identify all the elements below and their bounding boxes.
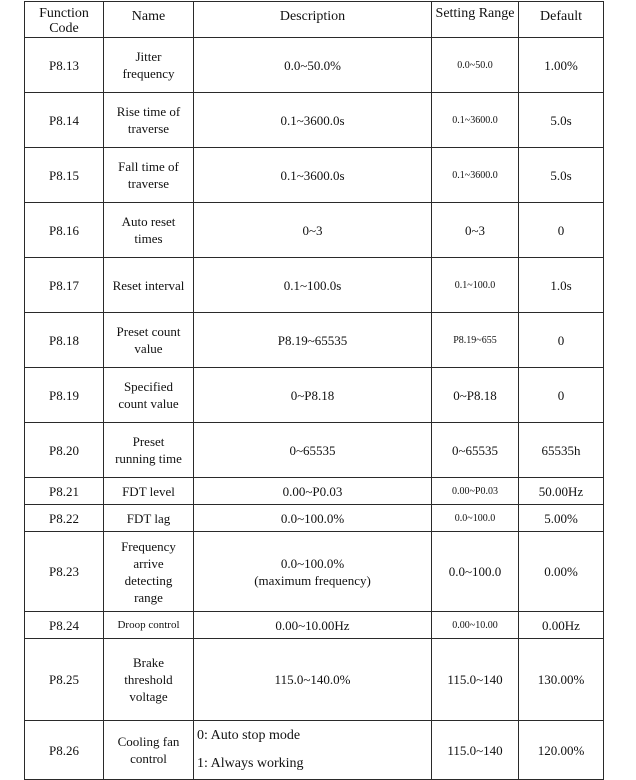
setting-range-cell: 0.1~3600.0 xyxy=(432,148,519,203)
header-row xyxy=(25,2,604,38)
name-line: Droop control xyxy=(117,618,180,631)
description-line: 0.0~100.0% xyxy=(280,510,345,526)
default-cell: 0.00Hz xyxy=(519,612,604,639)
function-code-cell: P8.18 xyxy=(25,313,104,368)
description-cell xyxy=(194,423,432,478)
default-cell: 5.00% xyxy=(519,505,604,532)
description-line: P8.19~65535 xyxy=(277,332,348,348)
default-cell: 120.00% xyxy=(519,721,604,780)
parameter-table xyxy=(24,1,604,780)
setting-range-cell: 0~65535 xyxy=(432,423,519,478)
description-line: 0.0~100.0% xyxy=(280,555,345,571)
table-row xyxy=(25,93,604,148)
setting-range-cell: 115.0~140 xyxy=(432,721,519,780)
setting-range-cell: 0~P8.18 xyxy=(432,368,519,423)
name-cell xyxy=(104,368,194,423)
table-row xyxy=(25,313,604,368)
description-cell xyxy=(194,478,432,505)
name-line: Brake xyxy=(132,655,165,670)
header-default: Default xyxy=(519,2,604,38)
name-line: traverse xyxy=(127,121,170,136)
name-cell xyxy=(104,38,194,93)
header-name: Name xyxy=(104,2,194,38)
function-code-cell: P8.17 xyxy=(25,258,104,313)
name-cell xyxy=(104,478,194,505)
description-cell xyxy=(194,313,432,368)
name-line: count value xyxy=(118,396,179,411)
name-line: FDT level xyxy=(122,483,175,499)
default-cell: 5.0s xyxy=(519,148,604,203)
description-cell xyxy=(194,93,432,148)
function-code-cell: P8.25 xyxy=(25,639,104,721)
default-cell: 1.00% xyxy=(519,38,604,93)
name-line: Fall time of xyxy=(118,159,179,174)
default-cell: 50.00Hz xyxy=(519,478,604,505)
description-line: 0.00~P0.03 xyxy=(282,483,343,499)
setting-range-cell: 0.1~3600.0 xyxy=(432,93,519,148)
name-line: detecting xyxy=(124,572,173,588)
setting-range-cell: 0.0~50.0 xyxy=(432,38,519,93)
default-cell: 0 xyxy=(519,313,604,368)
table-row xyxy=(25,612,604,639)
header-setting-range: Setting Range xyxy=(432,2,519,38)
name-line: running time xyxy=(115,451,182,466)
description-line: 0.00~10.00Hz xyxy=(275,617,350,633)
description-line: (maximum frequency) xyxy=(254,572,371,588)
description-line: 115.0~140.0% xyxy=(274,672,351,687)
function-code-cell: P8.22 xyxy=(25,505,104,532)
name-cell xyxy=(104,532,194,612)
name-line: frequency xyxy=(122,66,175,81)
function-code-cell: P8.23 xyxy=(25,532,104,612)
setting-range-cell: 0.0~100.0 xyxy=(432,505,519,532)
name-cell xyxy=(104,612,194,639)
description-line: 1: Always working xyxy=(197,756,304,771)
description-line: 0.0~50.0% xyxy=(284,57,341,73)
name-line: threshold xyxy=(124,672,173,687)
description-line: 0~P8.18 xyxy=(290,387,335,403)
name-line: Specified xyxy=(123,379,174,394)
header-function-code: Function Code xyxy=(25,2,104,38)
function-code-cell: P8.26 xyxy=(25,721,104,780)
name-line: traverse xyxy=(127,176,170,191)
table-row xyxy=(25,721,604,780)
table-row xyxy=(25,639,604,721)
description-line: 0: Auto stop mode xyxy=(197,728,301,743)
table-row xyxy=(25,368,604,423)
function-code-cell: P8.13 xyxy=(25,38,104,93)
description-cell xyxy=(194,38,432,93)
table-row xyxy=(25,478,604,505)
table-row xyxy=(25,423,604,478)
name-line: Frequency xyxy=(121,538,176,554)
description-line: 0.1~100.0s xyxy=(283,277,342,293)
name-cell xyxy=(104,505,194,532)
setting-range-cell: P8.19~655 xyxy=(432,313,519,368)
function-code-cell: P8.15 xyxy=(25,148,104,203)
name-line: arrive xyxy=(133,555,164,571)
setting-range-cell: 0.00~10.00 xyxy=(432,612,519,639)
description-cell xyxy=(194,203,432,258)
default-cell: 65535h xyxy=(519,423,604,478)
description-cell xyxy=(194,258,432,313)
default-cell: 0 xyxy=(519,203,604,258)
name-cell xyxy=(104,639,194,721)
description-line: 0~3 xyxy=(302,222,323,238)
name-line: Rise time of xyxy=(116,104,181,119)
description-cell xyxy=(194,639,432,721)
default-cell: 1.0s xyxy=(519,258,604,313)
table-row xyxy=(25,532,604,612)
name-line: Auto reset xyxy=(121,214,176,229)
description-line: 0.1~3600.0s xyxy=(280,167,345,183)
name-line: control xyxy=(130,751,167,766)
name-line: times xyxy=(134,231,163,246)
name-cell xyxy=(104,148,194,203)
description-cell xyxy=(194,368,432,423)
name-line: range xyxy=(134,589,163,605)
name-cell xyxy=(104,423,194,478)
header-description: Description xyxy=(194,2,432,38)
description-cell xyxy=(194,612,432,639)
table-body xyxy=(25,38,604,780)
table-row xyxy=(25,203,604,258)
table-row xyxy=(25,148,604,203)
default-cell: 5.0s xyxy=(519,93,604,148)
description-cell xyxy=(194,148,432,203)
table-row xyxy=(25,505,604,532)
function-code-cell: P8.14 xyxy=(25,93,104,148)
table-row xyxy=(25,258,604,313)
setting-range-cell: 0.1~100.0 xyxy=(432,258,519,313)
default-cell: 0 xyxy=(519,368,604,423)
description-cell xyxy=(194,721,432,780)
name-line: Preset xyxy=(132,434,165,449)
name-cell xyxy=(104,258,194,313)
setting-range-cell: 0.0~100.0 xyxy=(432,532,519,612)
description-line: 0.1~3600.0s xyxy=(280,112,345,128)
setting-range-cell: 0.00~P0.03 xyxy=(432,478,519,505)
default-cell: 0.00% xyxy=(519,532,604,612)
name-line: Preset count xyxy=(116,324,181,339)
name-cell xyxy=(104,93,194,148)
function-code-cell: P8.21 xyxy=(25,478,104,505)
name-line: voltage xyxy=(129,689,168,704)
name-line: FDT lag xyxy=(126,510,171,526)
name-cell xyxy=(104,313,194,368)
description-cell xyxy=(194,505,432,532)
name-cell xyxy=(104,203,194,258)
function-code-cell: P8.24 xyxy=(25,612,104,639)
name-cell xyxy=(104,721,194,780)
name-line: value xyxy=(134,341,163,356)
name-line: Jitter xyxy=(135,49,162,64)
name-line: Cooling fan xyxy=(117,734,180,749)
function-code-cell: P8.20 xyxy=(25,423,104,478)
table-row xyxy=(25,38,604,93)
name-line: Reset interval xyxy=(112,277,185,293)
description-cell xyxy=(194,532,432,612)
default-cell: 130.00% xyxy=(519,639,604,721)
function-code-cell: P8.16 xyxy=(25,203,104,258)
description-line: 0~65535 xyxy=(289,442,336,458)
setting-range-cell: 115.0~140 xyxy=(432,639,519,721)
function-code-cell: P8.19 xyxy=(25,368,104,423)
setting-range-cell: 0~3 xyxy=(432,203,519,258)
